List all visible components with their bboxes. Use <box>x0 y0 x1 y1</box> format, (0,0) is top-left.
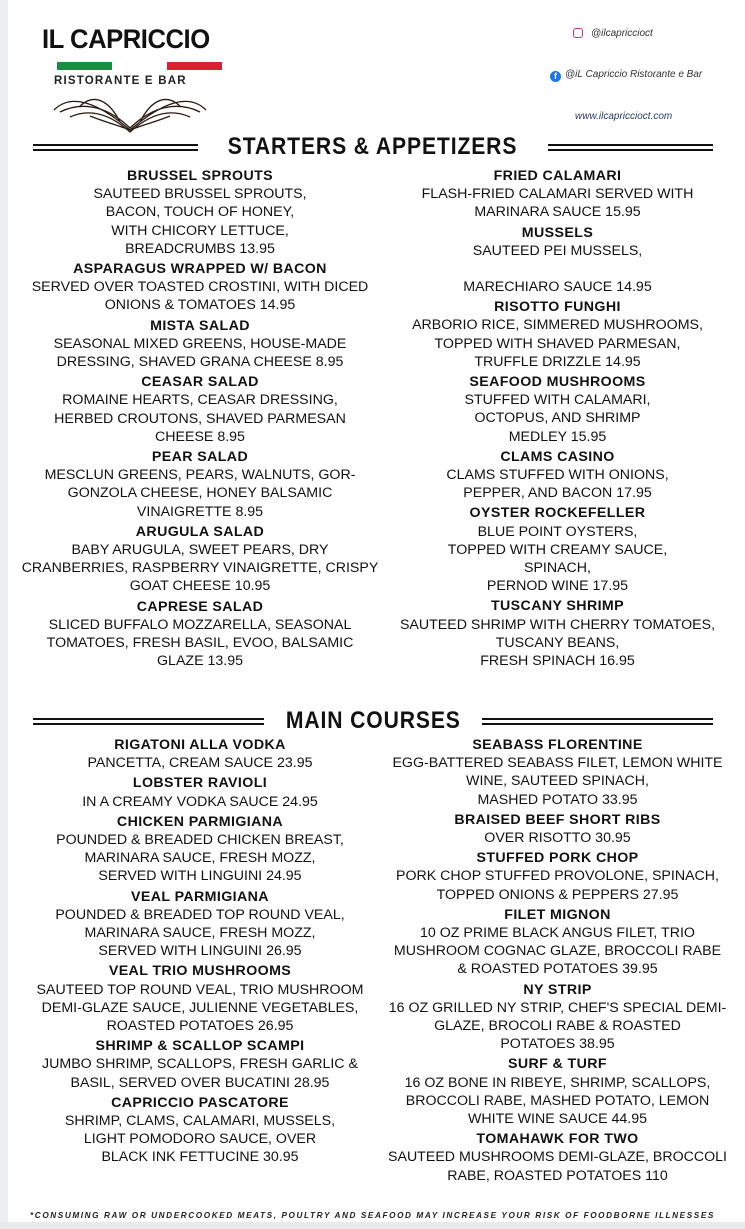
menu-item <box>20 774 380 810</box>
menu-item-name: ASPARAGUS WRAPPED W/ BACON <box>73 261 327 278</box>
menu-item <box>385 597 730 670</box>
menu-item-description: RABE, ROASTED POTATOES 110 <box>447 1167 668 1184</box>
left-edge <box>0 0 8 1229</box>
menu-item-description: CHEESE 8.95 <box>155 428 245 445</box>
menu-item <box>20 1094 380 1167</box>
website-link[interactable]: www.ilcapriccioct.com <box>575 111 673 122</box>
menu-item-description: 16 OZ GRILLED NY STRIP, CHEF'S SPECIAL DEMI- <box>388 999 727 1016</box>
menu-item-name: CHICKEN PARMIGIANA <box>116 813 284 830</box>
menu-item <box>380 906 735 979</box>
menu-item-description: & ROASTED POTATOES 39.95 <box>457 961 658 978</box>
menu-item-name: CEASAR SALAD <box>141 374 259 391</box>
menu-item <box>380 981 735 1054</box>
menu-item-description: SAUTEED BRUSSEL SPROUTS, <box>93 186 307 203</box>
starters-heading <box>33 133 713 161</box>
menu-item-description: MASHED POTATO 33.95 <box>477 791 638 808</box>
menu-item-description: TOMATOES, FRESH BASIL, EVOO, BALSAMIC <box>46 635 354 652</box>
menu-item-description: MARINARA SAUCE, FRESH MOZZ, <box>84 925 316 942</box>
menu-item-name: VEAL TRIO MUSHROOMS <box>108 963 292 980</box>
menu-item-name: FILET MIGNON <box>504 906 611 923</box>
menu-item-description: WITH CHICORY LETTUCE, <box>111 222 289 239</box>
menu-item-description: BASIL, SERVED OVER BUCATINI 28.95 <box>70 1074 330 1091</box>
menu-item <box>20 736 380 772</box>
menu-item-description: 16 OZ BONE IN RIBEYE, SHRIMP, SCALLOPS, <box>404 1074 711 1091</box>
menu-item-description: POTATOES 38.95 <box>500 1036 615 1053</box>
menu-item-description: SAUTEED SHRIMP WITH CHERRY TOMATOES, <box>399 616 716 633</box>
menu-item-description: STUFFED WITH CALAMARI, <box>464 392 651 409</box>
menu-item-description: SAUTEED MUSHROOMS DEMI-GLAZE, BROCCOLI <box>388 1149 727 1166</box>
menu-item <box>380 811 735 847</box>
menu-item-description: TOPPED WITH SHAVED PARMESAN, <box>434 335 681 352</box>
menu-item-description: TUSCANY BEANS, <box>495 634 620 651</box>
mains-right-column <box>380 736 735 1187</box>
menu-item-description: DEMI-GLAZE SAUCE, JULIENNE VEGETABLES, <box>41 999 359 1016</box>
menu-item-name: MISTA SALAD <box>150 317 250 334</box>
menu-item-description: SAUTEED PEI MUSSELS, <box>472 242 643 259</box>
menu-item-name: PEAR SALAD <box>151 449 249 466</box>
menu-item-description: DRESSING, SHAVED GRANA CHEESE 8.95 <box>56 354 344 371</box>
menu-item-description: GOAT CHEESE 10.95 <box>129 578 271 595</box>
disclaimer: *CONSUMING RAW OR UNDERCOOKED MEATS, POULTRY AND SEAFOOD MAY INCREASE YOUR RISK OF FOODBORNE ILLNESSES <box>30 1211 715 1220</box>
facebook-handle[interactable] <box>550 69 702 82</box>
instagram-icon <box>573 28 583 38</box>
divider <box>33 144 198 151</box>
menu-item-name: OYSTER ROCKEFELLER <box>469 505 646 522</box>
menu-item-description: BROCCOLI RABE, MASHED POTATO, LEMON <box>405 1092 710 1109</box>
menu-item <box>380 849 735 904</box>
menu-item <box>20 448 380 521</box>
menu-item-name: TUSCANY SHRIMP <box>490 598 625 615</box>
menu-item-description: SEASONAL MIXED GREENS, HOUSE-MADE <box>53 335 347 352</box>
menu-item-description: GLAZE, BROCOLI RABE & ROASTED <box>434 1018 681 1035</box>
mains-left-column <box>20 736 380 1169</box>
menu-item-description: MESCLUN GREENS, PEARS, WALNUTS, GOR- <box>44 467 356 484</box>
instagram-text: @ilcapriccioct <box>591 28 653 39</box>
menu-item-description: POUNDED & BREADED CHICKEN BREAST, <box>56 832 344 849</box>
menu-item-description: TRUFFLE DRIZZLE 14.95 <box>474 353 641 370</box>
menu-item-name: SEABASS FLORENTINE <box>472 737 643 753</box>
menu-item-description: WHITE WINE SAUCE 44.95 <box>468 1111 647 1128</box>
menu-item-description: PANCETTA, CREAM SAUCE 23.95 <box>87 755 313 772</box>
menu-item-name: LOBSTER RAVIOLI <box>132 775 268 792</box>
menu-item <box>385 167 730 222</box>
menu-item-description: SHRIMP, CLAMS, CALAMARI, MUSSELS, <box>64 1113 336 1130</box>
menu-item-description: MARECHIARO SAUCE 14.95 <box>463 279 652 296</box>
menu-item-name: VEAL PARMIGIANA <box>131 888 269 905</box>
menu-item-description: GONZOLA CHEESE, HONEY BALSAMIC <box>67 485 333 502</box>
flourish-ornament <box>50 92 210 134</box>
menu-item-description: BLACK INK FETTUCINE 30.95 <box>101 1149 299 1166</box>
menu-item <box>20 317 380 372</box>
menu-item <box>385 504 730 595</box>
menu-item-name: RIGATONI ALLA VODKA <box>114 737 286 753</box>
menu-item <box>380 736 735 809</box>
menu-item-description: PORK CHOP STUFFED PROVOLONE, SPINACH, <box>396 868 719 885</box>
menu-item <box>20 373 380 446</box>
menu-item-description: ROMAINE HEARTS, CEASAR DRESSING, <box>62 392 338 409</box>
flag-green-stripe <box>57 62 112 70</box>
menu-item-description: MUSHROOM COGNAC GLAZE, BROCCOLI RABE <box>393 943 722 960</box>
logo-subtitle: RISTORANTE E BAR <box>54 75 187 87</box>
menu-item-description: EGG-BATTERED SEABASS FILET, LEMON WHITE <box>392 755 723 772</box>
menu-item-description: IN A CREAMY VODKA SAUCE 24.95 <box>82 793 318 810</box>
menu-item-description: BABY ARUGULA, SWEET PEARS, DRY <box>71 542 329 559</box>
menu-item-name: CLAMS CASINO <box>500 448 615 465</box>
menu-item-description: MARINARA SAUCE, FRESH MOZZ, <box>84 850 316 867</box>
menu-item-description: BREADCRUMBS 13.95 <box>125 240 275 257</box>
menu-item-description: SERVED WITH LINGUINI 26.95 <box>98 943 302 960</box>
menu-item-name: SURF & TURF <box>508 1056 607 1073</box>
divider <box>548 144 713 151</box>
menu-item <box>20 888 380 961</box>
facebook-icon: f <box>550 71 561 82</box>
menu-item-name: NY STRIP <box>523 981 592 998</box>
menu-item-description: VINAIGRETTE 8.95 <box>136 503 264 520</box>
menu-item <box>20 1037 380 1092</box>
menu-item <box>385 373 730 446</box>
menu-item-description: SAUTEED TOP ROUND VEAL, TRIO MUSHROOM <box>36 981 364 998</box>
menu-item-description: HERBED CROUTONS, SHAVED PARMESAN <box>54 410 346 427</box>
menu-item-description: JUMBO SHRIMP, SCALLOPS, FRESH GARLIC & <box>42 1056 358 1073</box>
starters-left-column <box>20 167 380 672</box>
menu-item-name: FRIED CALAMARI <box>493 168 622 184</box>
menu-item <box>385 298 730 371</box>
menu-item <box>380 1055 735 1128</box>
menu-item-description: TOPPED WITH CREAMY SAUCE, <box>447 541 668 558</box>
menu-item-description: PEPPER, AND BACON 17.95 <box>463 485 652 502</box>
menu-item <box>20 260 380 315</box>
mains-heading <box>33 707 713 735</box>
divider <box>33 718 264 725</box>
menu-item-description: MEDLEY 15.95 <box>508 428 607 445</box>
instagram-handle[interactable] <box>573 28 653 39</box>
menu-item-description: SLICED BUFFALO MOZZARELLA, SEASONAL <box>48 616 352 633</box>
menu-item <box>380 1130 735 1185</box>
menu-item <box>20 962 380 1035</box>
menu-item-description: WINE, SAUTEED SPINACH, <box>466 773 649 790</box>
menu-item-description: CRANBERRIES, RASPBERRY VINAIGRETTE, CRISPY <box>21 560 379 577</box>
starters-right-column <box>385 167 730 672</box>
menu-item-description: BLUE POINT OYSTERS, <box>477 523 638 540</box>
logo-title: IL CAPRICCIO <box>42 24 210 54</box>
flag-red-stripe <box>167 62 222 70</box>
menu-item-name: TOMAHAWK FOR TWO <box>476 1131 639 1148</box>
menu-item-description <box>385 260 730 278</box>
menu-item-description: SERVED OVER TOASTED CROSTINI, WITH DICED <box>31 279 369 296</box>
menu-item-name: SEAFOOD MUSHROOMS <box>469 374 646 391</box>
menu-item-description: ARBORIO RICE, SIMMERED MUSHROOMS, <box>412 317 703 334</box>
menu-item-name: STUFFED PORK CHOP <box>476 850 639 867</box>
menu-item-name: CAPRESE SALAD <box>136 598 264 615</box>
bottom-edge <box>0 1222 745 1229</box>
facebook-text: @iL Capriccio Ristorante e Bar <box>565 69 703 80</box>
menu-item-description: 10 OZ PRIME BLACK ANGUS FILET, TRIO <box>420 925 695 942</box>
menu-item-description: GLAZE 13.95 <box>157 653 243 670</box>
menu-item-description: ROASTED POTATOES 26.95 <box>106 1018 294 1035</box>
menu-item-name: RISOTTO FUNGHI <box>494 299 621 316</box>
menu-item-name: BRUSSEL SPROUTS <box>126 168 274 184</box>
starters-title: STARTERS & APPETIZERS <box>228 133 518 160</box>
menu-item-description: LIGHT POMODORO SAUCE, OVER <box>83 1131 317 1148</box>
menu-item-description: OCTOPUS, AND SHRIMP <box>474 410 641 427</box>
menu-item-name: SHRIMP & SCALLOP SCAMPI <box>95 1038 305 1055</box>
menu-item-name: ARUGULA SALAD <box>135 523 265 540</box>
menu-item-name: MUSSELS <box>521 224 594 241</box>
mains-title: MAIN COURSES <box>285 707 461 734</box>
menu-item-description: TOPPED ONIONS & PEPPERS 27.95 <box>436 886 679 903</box>
menu-item-name: CAPRICCIO PASCATORE <box>111 1094 289 1111</box>
menu-item-description: CLAMS STUFFED WITH ONIONS, <box>446 467 669 484</box>
menu-item-description: FRESH SPINACH 16.95 <box>480 653 635 670</box>
menu-item <box>20 598 380 671</box>
menu-item-description: OVER RISOTTO 30.95 <box>484 830 631 847</box>
menu-item <box>385 448 730 503</box>
menu-item-description: BACON, TOUCH OF HONEY, <box>105 204 295 221</box>
menu-item-description: PERNOD WINE 17.95 <box>486 578 629 595</box>
menu-item <box>20 813 380 886</box>
menu-item-description: SPINACH, <box>523 560 591 577</box>
menu-item-description: ONIONS & TOMATOES 14.95 <box>104 297 296 314</box>
menu-item <box>20 523 380 596</box>
menu-item-name: BRAISED BEEF SHORT RIBS <box>454 811 661 828</box>
menu-item-description: SERVED WITH LINGUINI 24.95 <box>98 868 302 885</box>
divider <box>482 718 713 725</box>
menu-item-description: MARINARA SAUCE 15.95 <box>474 204 641 221</box>
menu-item <box>20 167 380 258</box>
menu-item-description: POUNDED & BREADED TOP ROUND VEAL, <box>55 906 345 923</box>
menu-item <box>385 224 730 297</box>
menu-item-description: FLASH-FRIED CALAMARI SERVED WITH <box>421 186 694 203</box>
